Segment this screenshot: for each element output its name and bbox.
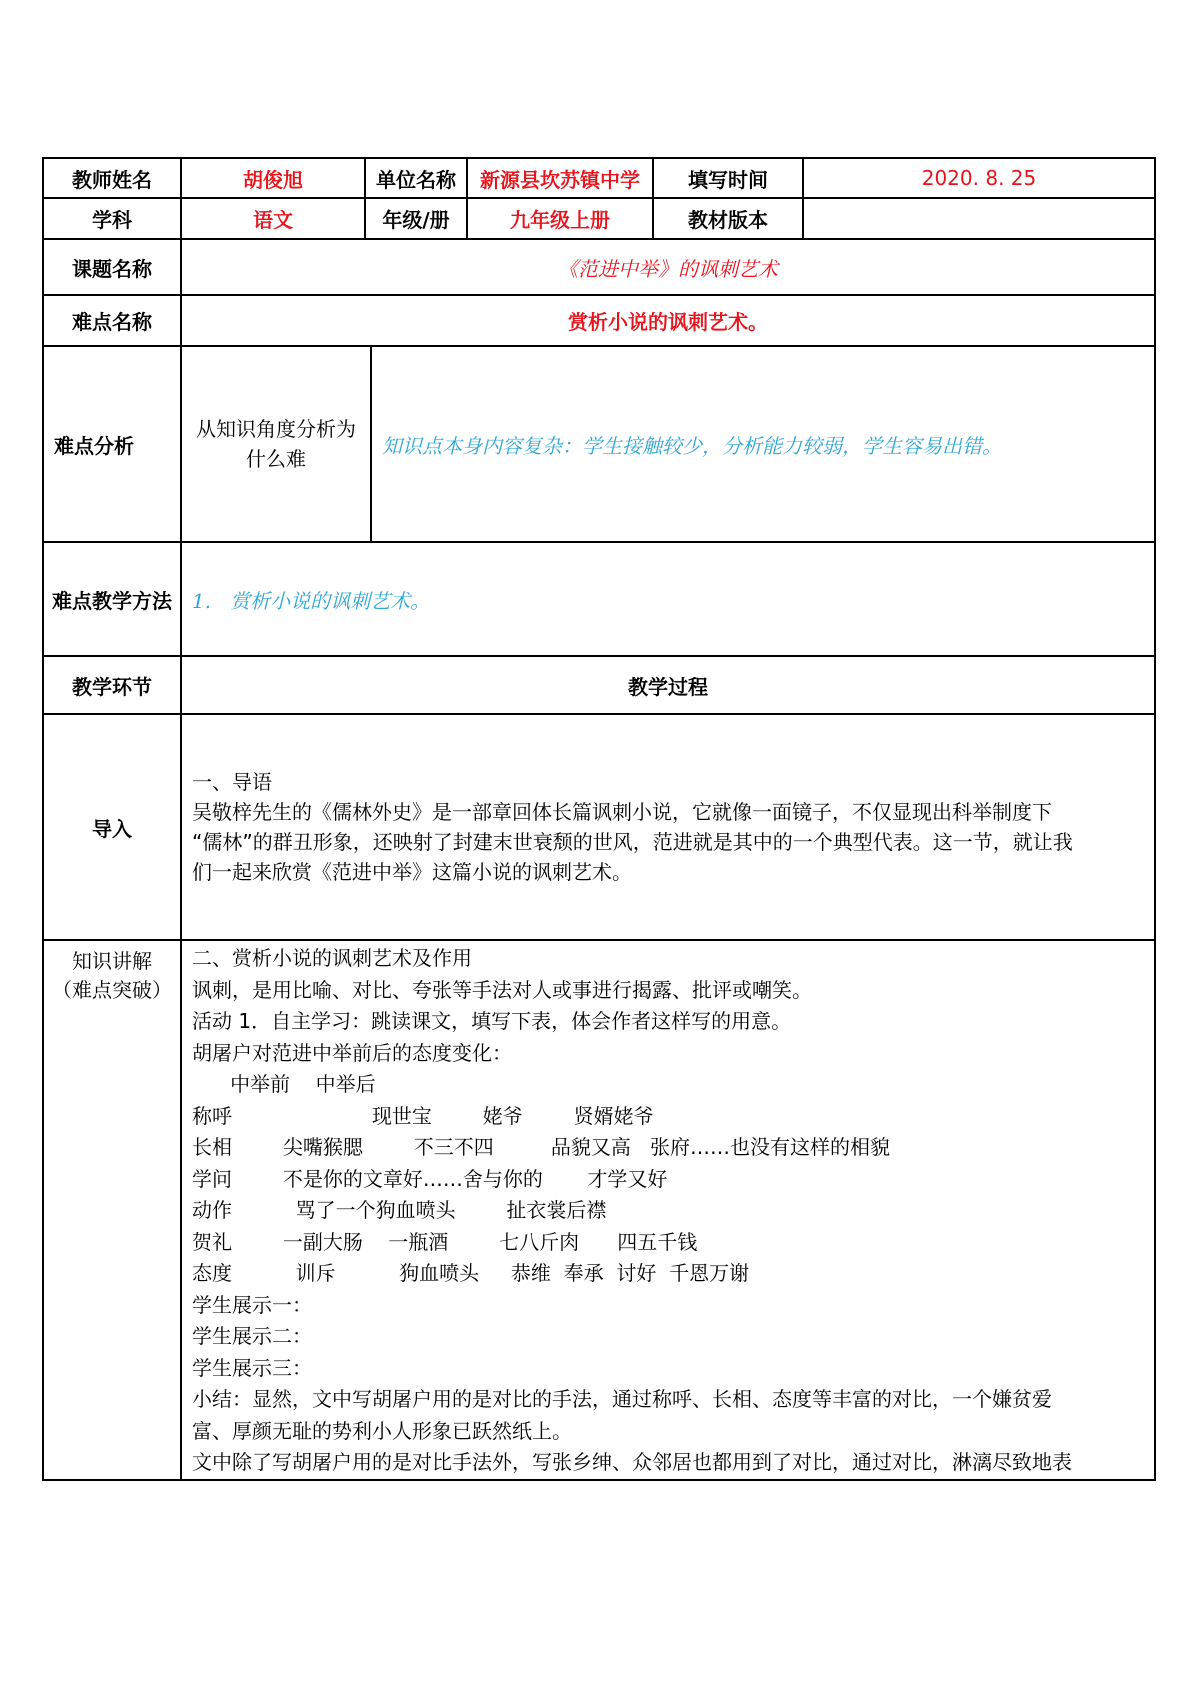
knowledge-sub-label: （难点突破） (52, 978, 172, 1002)
topic-value: 《范进中举》的讽刺艺术 (181, 239, 1155, 295)
intro-line: 们一起来欣赏《范进中举》这篇小说的讽刺艺术。 (192, 860, 632, 884)
difficulty-value: 赏析小说的讽刺艺术。 (181, 295, 1155, 346)
knowledge-line: 学问 不是你的文章好……舍与你的 才学又好 (192, 1166, 668, 1191)
date-label: 填写时间 (653, 158, 803, 198)
knowledge-line: 讽刺，是用比喻、对比、夸张等手法对人或事进行揭露、批评或嘲笑。 (192, 977, 812, 1002)
knowledge-row (43, 940, 1155, 1480)
knowledge-line: 学生展示一： (192, 1292, 312, 1317)
subject-label: 学科 (43, 198, 181, 239)
edition-label: 教材版本 (653, 198, 803, 239)
knowledge-line: 小结：显然，文中写胡屠户用的是对比的手法，通过称呼、长相、态度等丰富的对比，一个嫌贫爱 (192, 1387, 1052, 1411)
knowledge-label-cell (43, 940, 181, 1480)
knowledge-line: 态度 训斥 狗血喷头 恭维 奉承 讨好 千恩万谢 (192, 1261, 750, 1285)
unit-value: 新源县坎苏镇中学 (467, 158, 653, 198)
process-label: 教学过程 (181, 656, 1155, 714)
teacher-value: 胡俊旭 (181, 158, 365, 198)
analysis-row (43, 346, 1155, 542)
knowledge-line: 称呼 现世宝 姥爷 贤婿姥爷 (192, 1103, 654, 1128)
edition-value (803, 198, 1155, 239)
knowledge-line: 动作 骂了一个狗血喷头 扯衣裳后襟 (192, 1198, 607, 1222)
knowledge-line: 富、厚颜无耻的势利小人形象已跃然纸上。 (192, 1418, 572, 1443)
intro-line: “儒林”的群丑形象，还映射了封建末世衰颓的世风，范进就是其中的一个典型代表。这一节，就让我 (192, 830, 1073, 854)
knowledge-line: 学生展示三： (192, 1355, 312, 1380)
knowledge-line: 活动 1．自主学习：跳读课文，填写下表，体会作者这样写的用意。 (192, 1009, 792, 1033)
grade-value: 九年级上册 (467, 198, 653, 239)
header-row-1 (43, 158, 1155, 198)
analysis-label: 难点分析 (43, 346, 181, 542)
knowledge-content (181, 940, 1155, 1480)
method-row (43, 542, 1155, 656)
knowledge-line: 长相 尖嘴猴腮 不三不四 品貌又高 张府……也没有这样的相貌 (192, 1135, 891, 1159)
grade-label: 年级/册 (365, 198, 467, 239)
topic-label: 课题名称 (43, 239, 181, 295)
intro-row (43, 714, 1155, 940)
lesson-plan-sheet (42, 157, 1154, 1481)
unit-label: 单位名称 (365, 158, 467, 198)
topic-row (43, 239, 1155, 295)
process-header-row (43, 656, 1155, 714)
analysis-value: 知识点本身内容复杂：学生接触较少，分析能力较弱，学生容易出错。 (371, 346, 1155, 542)
knowledge-label: 知识讲解 (72, 949, 152, 973)
date-value: 2020. 8. 25 (803, 158, 1155, 198)
intro-line: 吴敬梓先生的《儒林外史》是一部章回体长篇讽刺小说，它就像一面镜子，不仅显现出科举制度下 (192, 800, 1052, 824)
knowledge-line: 贺礼 一副大肠 一瓶酒 七八斤肉 四五千钱 (192, 1229, 698, 1254)
knowledge-line: 中举前 中举后 (192, 1072, 376, 1096)
difficulty-label: 难点名称 (43, 295, 181, 346)
subject-value: 语文 (181, 198, 365, 239)
header-row-2 (43, 198, 1155, 239)
knowledge-line: 二、赏析小说的讽刺艺术及作用 (192, 946, 472, 970)
intro-content (181, 714, 1155, 940)
intro-label: 导入 (43, 714, 181, 940)
analysis-sub-label: 从知识角度分析为什么难 (181, 346, 371, 542)
lesson-plan-table (42, 157, 1156, 1481)
knowledge-line: 文中除了写胡屠户用的是对比手法外，写张乡绅、众邻居也都用到了对比，通过对比，淋漓尽致地表 (192, 1450, 1072, 1474)
process-stage-label: 教学环节 (43, 656, 181, 714)
difficulty-row (43, 295, 1155, 346)
knowledge-line: 学生展示二： (192, 1324, 312, 1348)
method-value: 1. 赏析小说的讽刺艺术。 (181, 542, 1155, 656)
intro-heading: 一、导语 (192, 770, 272, 794)
method-label: 难点教学方法 (43, 542, 181, 656)
teacher-label: 教师姓名 (43, 158, 181, 198)
knowledge-line: 胡屠户对范进中举前后的态度变化： (192, 1040, 512, 1065)
